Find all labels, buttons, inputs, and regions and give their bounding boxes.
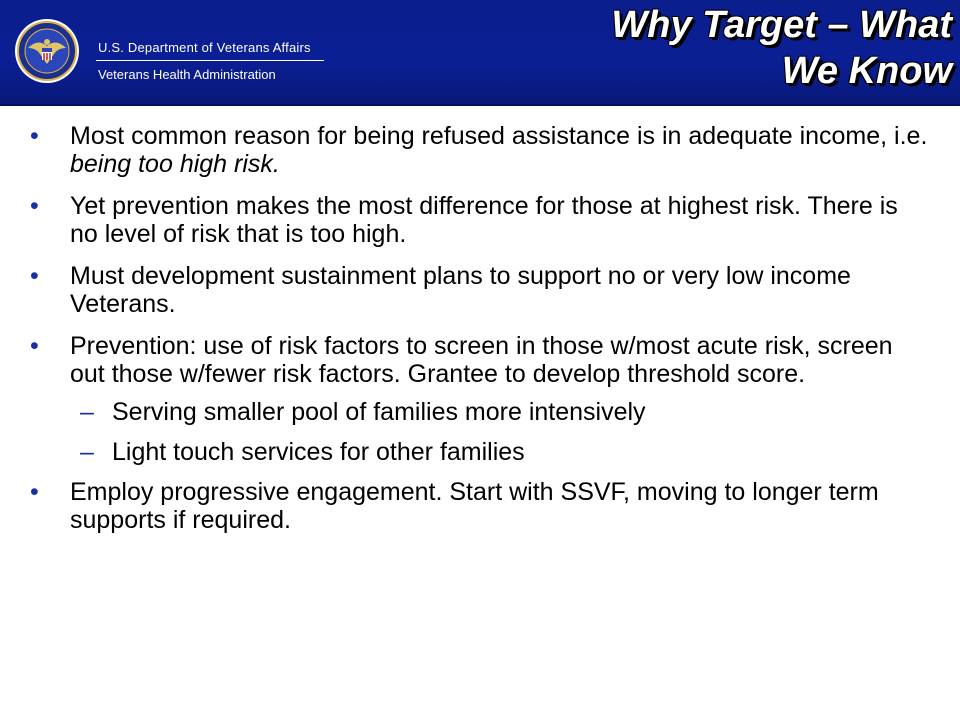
org-divider <box>96 60 324 61</box>
bullet-text-emphasis: being too high risk. <box>70 150 280 178</box>
slide-title-line-2: We Know <box>781 50 952 92</box>
bullet-icon: • <box>30 332 39 360</box>
dash-icon: – <box>80 398 94 426</box>
bullet-icon: • <box>30 122 39 150</box>
bullet-text: Must development sustainment plans to support no or very low income Veterans. <box>70 262 851 318</box>
bullet-item <box>0 262 960 318</box>
sub-bullet-item <box>0 438 960 466</box>
org-administration-name: Veterans Health Administration <box>98 67 276 82</box>
bullet-text: Yet prevention makes the most difference for those at highest risk. There is no level of risk that is too high. <box>70 192 898 248</box>
org-department-name: U.S. Department of Veterans Affairs <box>98 40 311 55</box>
dash-icon: – <box>80 438 94 466</box>
bullet-item <box>0 332 960 388</box>
header-banner <box>0 0 960 106</box>
bullet-icon: • <box>30 192 39 220</box>
sub-bullet-item <box>0 398 960 426</box>
slide-title <box>432 2 952 94</box>
bullet-list <box>0 122 960 548</box>
bullet-item <box>0 122 960 178</box>
bullet-icon: • <box>30 262 39 290</box>
bullet-item <box>0 192 960 248</box>
sub-bullet-text: Serving smaller pool of families more intensively <box>112 398 646 426</box>
va-seal-icon <box>14 18 80 84</box>
bullet-text: Prevention: use of risk factors to screen in those w/most acute risk, screen out those w/fewer risk factors. Grantee to develop threshold score. <box>70 332 893 388</box>
bullet-item <box>0 478 960 534</box>
bullet-text: Most common reason for being refused assistance is in adequate income, i.e. <box>70 122 928 150</box>
bullet-icon: • <box>30 478 39 506</box>
bullet-text: Employ progressive engagement. Start with SSVF, moving to longer term supports if required. <box>70 478 879 534</box>
slide-title-line-1: Why Target – What <box>611 4 952 46</box>
sub-bullet-text: Light touch services for other families <box>112 438 525 466</box>
